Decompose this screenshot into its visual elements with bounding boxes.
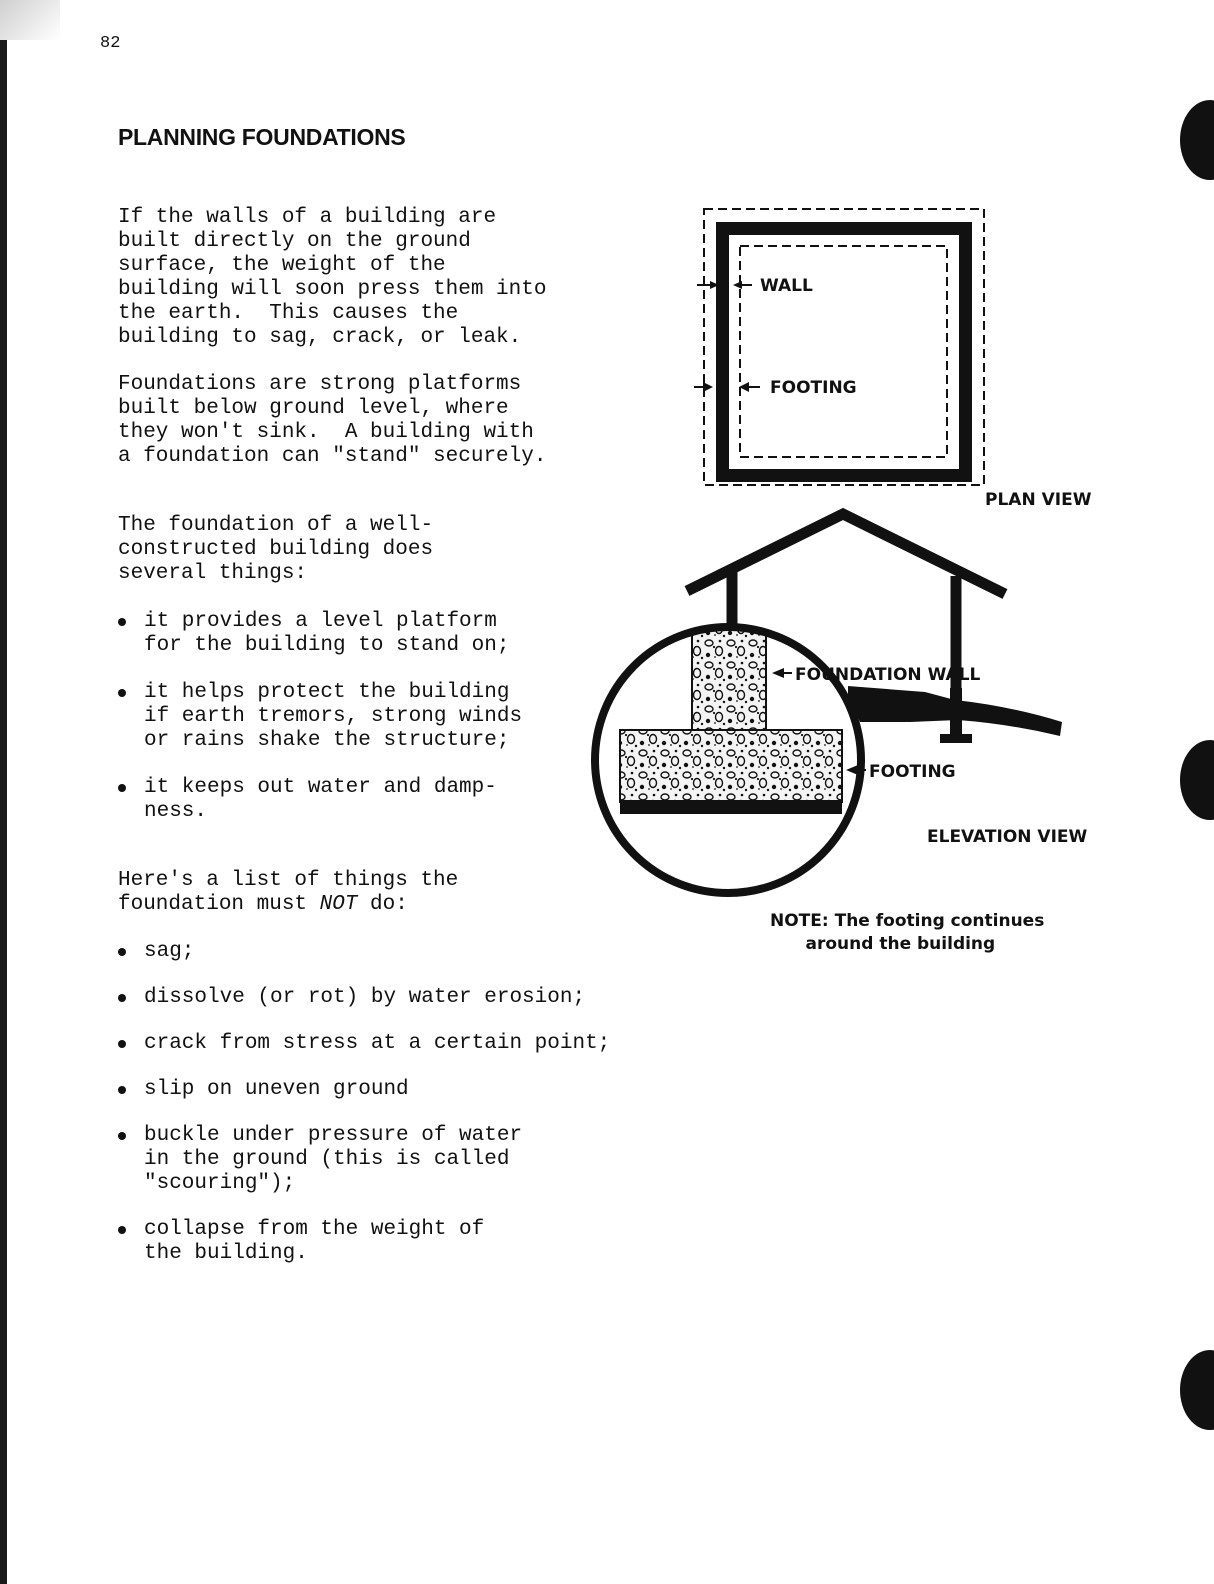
page-title: PLANNING FOUNDATIONS — [118, 124, 406, 150]
wall-label: WALL — [760, 276, 813, 296]
does-paragraph: The foundation of a well- constructed building does several things: — [118, 514, 434, 585]
plan-view-label: PLAN VIEW — [985, 490, 1092, 510]
foundation-wall-label: FOUNDATION WALL — [795, 665, 981, 685]
footing-base — [620, 800, 842, 814]
foundation-wall-section — [692, 628, 766, 732]
note-line-2: around the building — [770, 934, 996, 954]
list-item-text: slip on uneven ground — [144, 1078, 409, 1101]
must-not-text-end: do: — [357, 893, 408, 916]
footing-label: FOOTING — [770, 378, 857, 398]
list-item-text: sag; — [144, 940, 195, 963]
page-number: 82 — [100, 34, 121, 53]
wall-below-ground — [950, 688, 962, 738]
elevation-view-label: ELEVATION VIEW — [927, 827, 1088, 847]
footing-section — [620, 730, 842, 802]
list-item-text: dissolve (or rot) by water erosion; — [144, 986, 586, 1009]
list-item-text: it helps protect the building if earth tremors, strong winds or rains shake the structure; — [144, 681, 523, 752]
must-not-text: Here's a list of things the foundation must — [118, 869, 459, 916]
diagram-note — [770, 910, 1044, 956]
plan-footing-outer — [704, 209, 984, 485]
list-item-text: crack from stress at a certain point; — [144, 1032, 611, 1055]
list-item-text: buckle under pressure of water in the ground (this is called "scouring"); — [144, 1124, 523, 1195]
list-item-text: it provides a level platform for the building to stand on; — [144, 610, 510, 657]
must-not-emphasis: NOT — [319, 893, 358, 916]
plan-view — [694, 209, 1092, 510]
elevation-view — [595, 514, 1088, 893]
foundations-paragraph: Foundations are strong platforms built below ground level, where they won't sink. A building with a foundation can "stand" securely. — [118, 373, 547, 468]
note-line-1: NOTE: The footing continues — [770, 911, 1045, 931]
list-item-text: collapse from the weight of the building. — [144, 1218, 485, 1265]
elevation-footing-label: FOOTING — [869, 762, 956, 782]
intro-paragraph: If the walls of a building are built directly on the ground surface, the weight of the building will soon press them into the earth. This causes the building to sag, crack, or leak. — [118, 206, 547, 349]
list-item-text: it keeps out water and damp- ness. — [144, 776, 497, 823]
plan-wall — [716, 222, 972, 482]
footing-right — [940, 734, 972, 743]
